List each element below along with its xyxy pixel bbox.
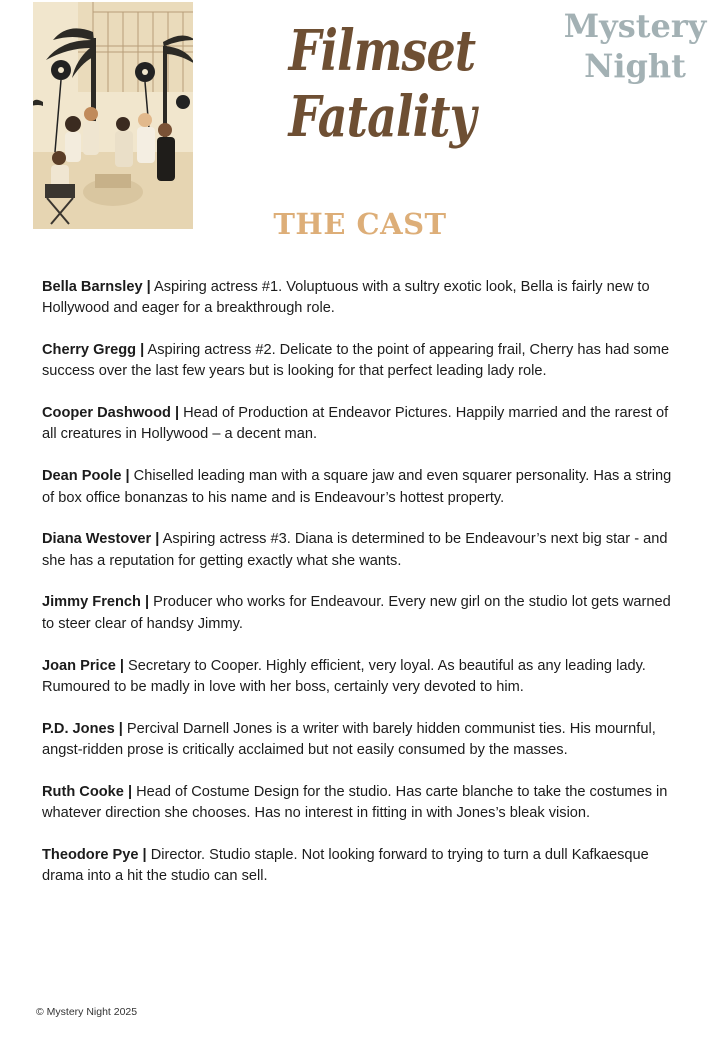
cast-description: Chiselled leading man with a square jaw and even squarer personality. Has a string of box office bonanzas to his name and is Endeavour’s hottest property. bbox=[42, 468, 672, 506]
brand-line-2: Night bbox=[584, 47, 686, 85]
title-line-2: Fatality bbox=[288, 84, 476, 150]
cast-entry-jimmy-french bbox=[42, 592, 682, 635]
cast-name: Diana Westover | bbox=[42, 531, 160, 548]
cast-description: Head of Production at Endeavor Pictures. Happily married and the rarest of all creatures in Hollywood – a decent man. bbox=[42, 405, 669, 443]
cast-description: Head of Costume Design for the studio. Has carte blanche to take the costumes in whatever direction she chooses. Has no interest in fitting in with Jones’s bleak vision. bbox=[42, 783, 668, 822]
section-heading: THE CAST bbox=[273, 207, 447, 241]
cast-entry-pd-jones bbox=[42, 719, 682, 762]
cast-name: Ruth Cooke | bbox=[42, 783, 133, 800]
cast-description: Percival Darnell Jones is a writer with barely hidden communist ties. His mournful, angst-ridden prose is critically acclaimed but not easily consumed by the masses. bbox=[42, 720, 656, 758]
cast-description: Aspiring actress #2. Delicate to the point of appearing frail, Cherry has had some success over the last few years but is looking for that perfect leading lady role. bbox=[42, 342, 670, 380]
cast-name: Jimmy French | bbox=[42, 594, 150, 611]
cast-entry-cooper-dashwood bbox=[42, 403, 682, 446]
cast-name: Dean Poole | bbox=[42, 468, 130, 485]
cast-name: Bella Barnsley | bbox=[42, 279, 151, 295]
cast-name: Joan Price | bbox=[42, 657, 124, 674]
brand-logo bbox=[560, 6, 710, 86]
cast-description: Producer who works for Endeavour. Every new girl on the studio lot gets warned to steer clear of handsy Jimmy. bbox=[42, 594, 671, 632]
cast-entry-dean-poole bbox=[42, 466, 682, 509]
cast-description: Aspiring actress #1. Voluptuous with a sultry exotic look, Bella is fairly new to Hollywood and eager for a breakthrough role. bbox=[42, 279, 650, 317]
cast-name: Theodore Pye | bbox=[42, 846, 147, 863]
story-title bbox=[284, 18, 481, 150]
cast-entry-bella-barnsley bbox=[42, 277, 682, 320]
cast-entry-diana-westover bbox=[42, 529, 682, 572]
cast-description: Aspiring actress #3. Diana is determined to be Endeavour’s next big star - and she has a reputation for getting exactly what she wants. bbox=[42, 531, 668, 569]
cast-entry-ruth-cooke bbox=[42, 782, 682, 825]
cast-entry-joan-price bbox=[42, 656, 682, 699]
copyright-footer: © Mystery Night 2025 bbox=[36, 1006, 138, 1018]
cast-name: Cherry Gregg | bbox=[42, 342, 145, 359]
cast-name: Cooper Dashwood | bbox=[42, 405, 180, 422]
cast-name: P.D. Jones | bbox=[42, 720, 123, 737]
cast-description: Director. Studio staple. Not looking forward to trying to turn a dull Kafkaesque drama into a hit the studio can sell. bbox=[42, 846, 649, 885]
cover-illustration bbox=[33, 2, 193, 229]
cast-entry-cherry-gregg bbox=[42, 340, 682, 383]
cast-entry-theodore-pye bbox=[42, 845, 682, 888]
title-line-1: Filmset bbox=[288, 18, 476, 84]
film-set-illustration-icon bbox=[33, 2, 193, 229]
brand-line-1: Mystery bbox=[563, 7, 707, 45]
cast-list bbox=[42, 277, 682, 908]
cast-description: Secretary to Cooper. Highly efficient, very loyal. As beautiful as any leading lady. Rumoured to be madly in love with her boss, certainly very devoted to him. bbox=[42, 657, 646, 695]
